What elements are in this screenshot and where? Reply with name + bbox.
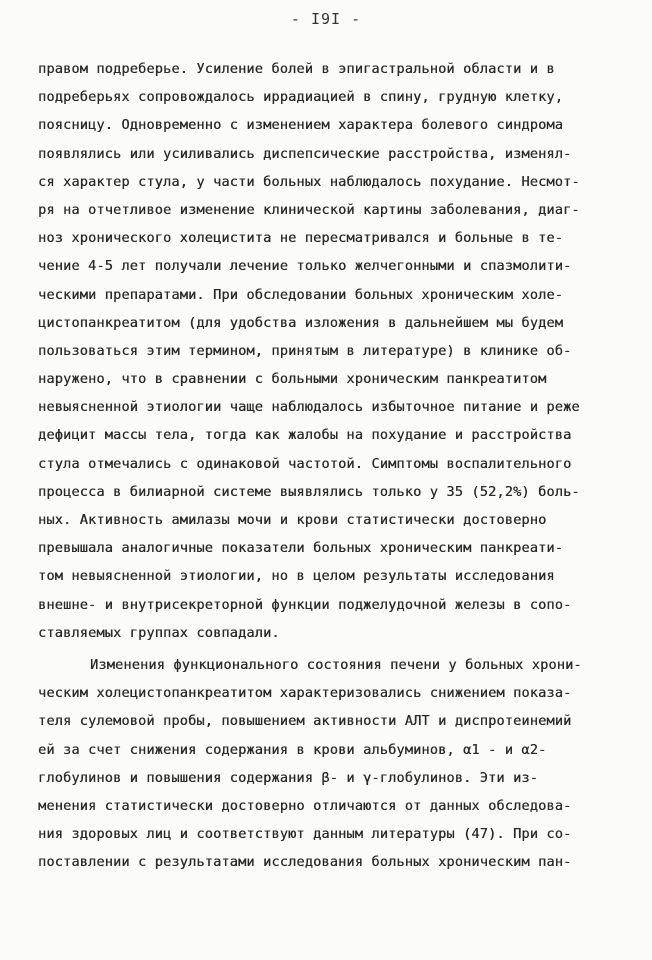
text-line: появлялись или усиливались диспепсические расстройства, изменял-	[38, 145, 572, 162]
text-line: поставлении с результатами исследования больных хроническим пан-	[38, 854, 572, 871]
text-line: превышала аналогичные показатели больных хроническим панкреати-	[38, 540, 564, 557]
text-line: дефицит массы тела, тогда как жалобы на похудание и расстройства	[38, 427, 572, 444]
text-line: пользоваться этим термином, принятым в литературе) в клинике об-	[38, 342, 572, 359]
text-line: глобулинов и повышения содержания β- и γ-глобулинов. Эти из-	[38, 769, 539, 786]
text-line: ния здоровых лиц и соответствуют данным литературы (47). При со-	[38, 826, 572, 843]
text-line: невыясненной этиологии чаще наблюдалось избыточное питание и реже	[38, 399, 580, 416]
text-line: правом подреберье. Усиление болей в эпигастральной области и в	[38, 61, 555, 77]
body-text	[38, 55, 618, 876]
text-line: теля сулемовой пробы, повышением активности АЛТ и диспротеинемий	[38, 713, 572, 730]
text-line: внешне- и внутрисекреторной функции поджелудочной железы в сопо-	[38, 596, 572, 613]
text-line: чение 4-5 лет получали лечение только желчегонными и спазмолити-	[38, 258, 572, 275]
text-line: процесса в билиарной системе выявлялись только у 35 (52,2%) боль-	[38, 483, 580, 500]
paragraph-start-line: Изменения функционального состояния печени у больных хрони-	[90, 656, 582, 673]
text-line: стула отмечались с одинаковой частотой. Симптомы воспалительного	[38, 455, 572, 472]
page-number: - I9I -	[290, 10, 362, 28]
text-line: ноз хронического холецистита не пересматривался и больные в те-	[38, 230, 564, 247]
text-line: поясницу. Одновременно с изменением характера болевого синдрома	[38, 117, 564, 134]
text-line: ей за счет снижения содержания в крови альбуминов, α1 - и α2-	[38, 741, 547, 758]
text-line: ческими препаратами. При обследовании больных хроническим холе-	[38, 286, 564, 303]
text-line: ся характер стула, у части больных наблюдалось похудание. Несмот-	[38, 173, 580, 190]
text-line: ря на отчетливое изменение клинической картины заболевания, диаг-	[38, 201, 580, 218]
text-line: ных. Активность амилазы мочи и крови статистически достоверно	[38, 512, 547, 528]
text-line: ставляемых группах совпадали.	[38, 624, 280, 641]
text-line: цистопанкреатитом (для удобства изложения в дальнейшем мы будем	[38, 314, 564, 331]
text-line: наружено, что в сравнении с больными хроническим панкреатитом	[38, 371, 547, 388]
text-line: том невыясненной этиологии, но в целом результаты исследования	[38, 568, 555, 585]
text-line: менения статистически достоверно отличаются от данных обследова-	[38, 797, 572, 814]
text-line: ческим холецистопанкреатитом характеризовались снижением показа-	[38, 685, 572, 702]
text-line: подреберьях сопровождалось иррадиацией в спину, грудную клетку,	[38, 89, 564, 106]
